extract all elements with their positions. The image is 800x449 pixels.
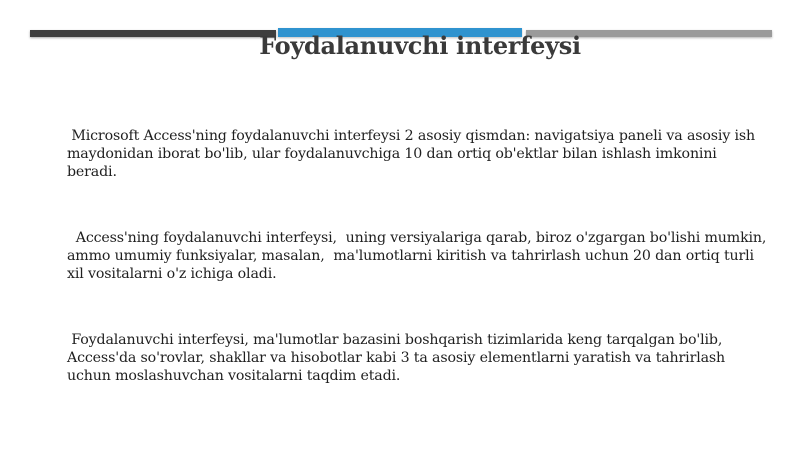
slide-title: Foydalanuvchi interfeysi [259,31,581,60]
paragraph-navigation: Microsoft Access'ning foydalanuvchi interfeysi 2 asosiy qismdan: navigatsiya paneli va asosiy ish maydonidan iborat bo'lib, ular foydalanuvchiga 10 dan ortiq ob'ektlar bilan ishlash imkonini beradi. [67,128,760,180]
paragraph-versions: Access'ning foydalanuvchi interfeysi, uning versiyalariga qarab, biroz o'zgargan bo'lishi mumkin, ammo umumiy funksiyalar, masalan, ma'lumotlarni kiritish va tahrirlash uchun 20 dan ortiq turli xil vositalarni o'z ichiga oladi. [67,230,771,282]
paragraph-elements: Foydalanuvchi interfeysi, ma'lumotlar bazasini boshqarish tizimlarida keng tarqalgan bo'lib, Access'da so'rovlar, shakllar va hisobotlar kabi 3 ta asosiy elementlarni yaratish va tahrirlash uchun moslashuvchan vositalarni taqdim etadi. [67,332,730,384]
